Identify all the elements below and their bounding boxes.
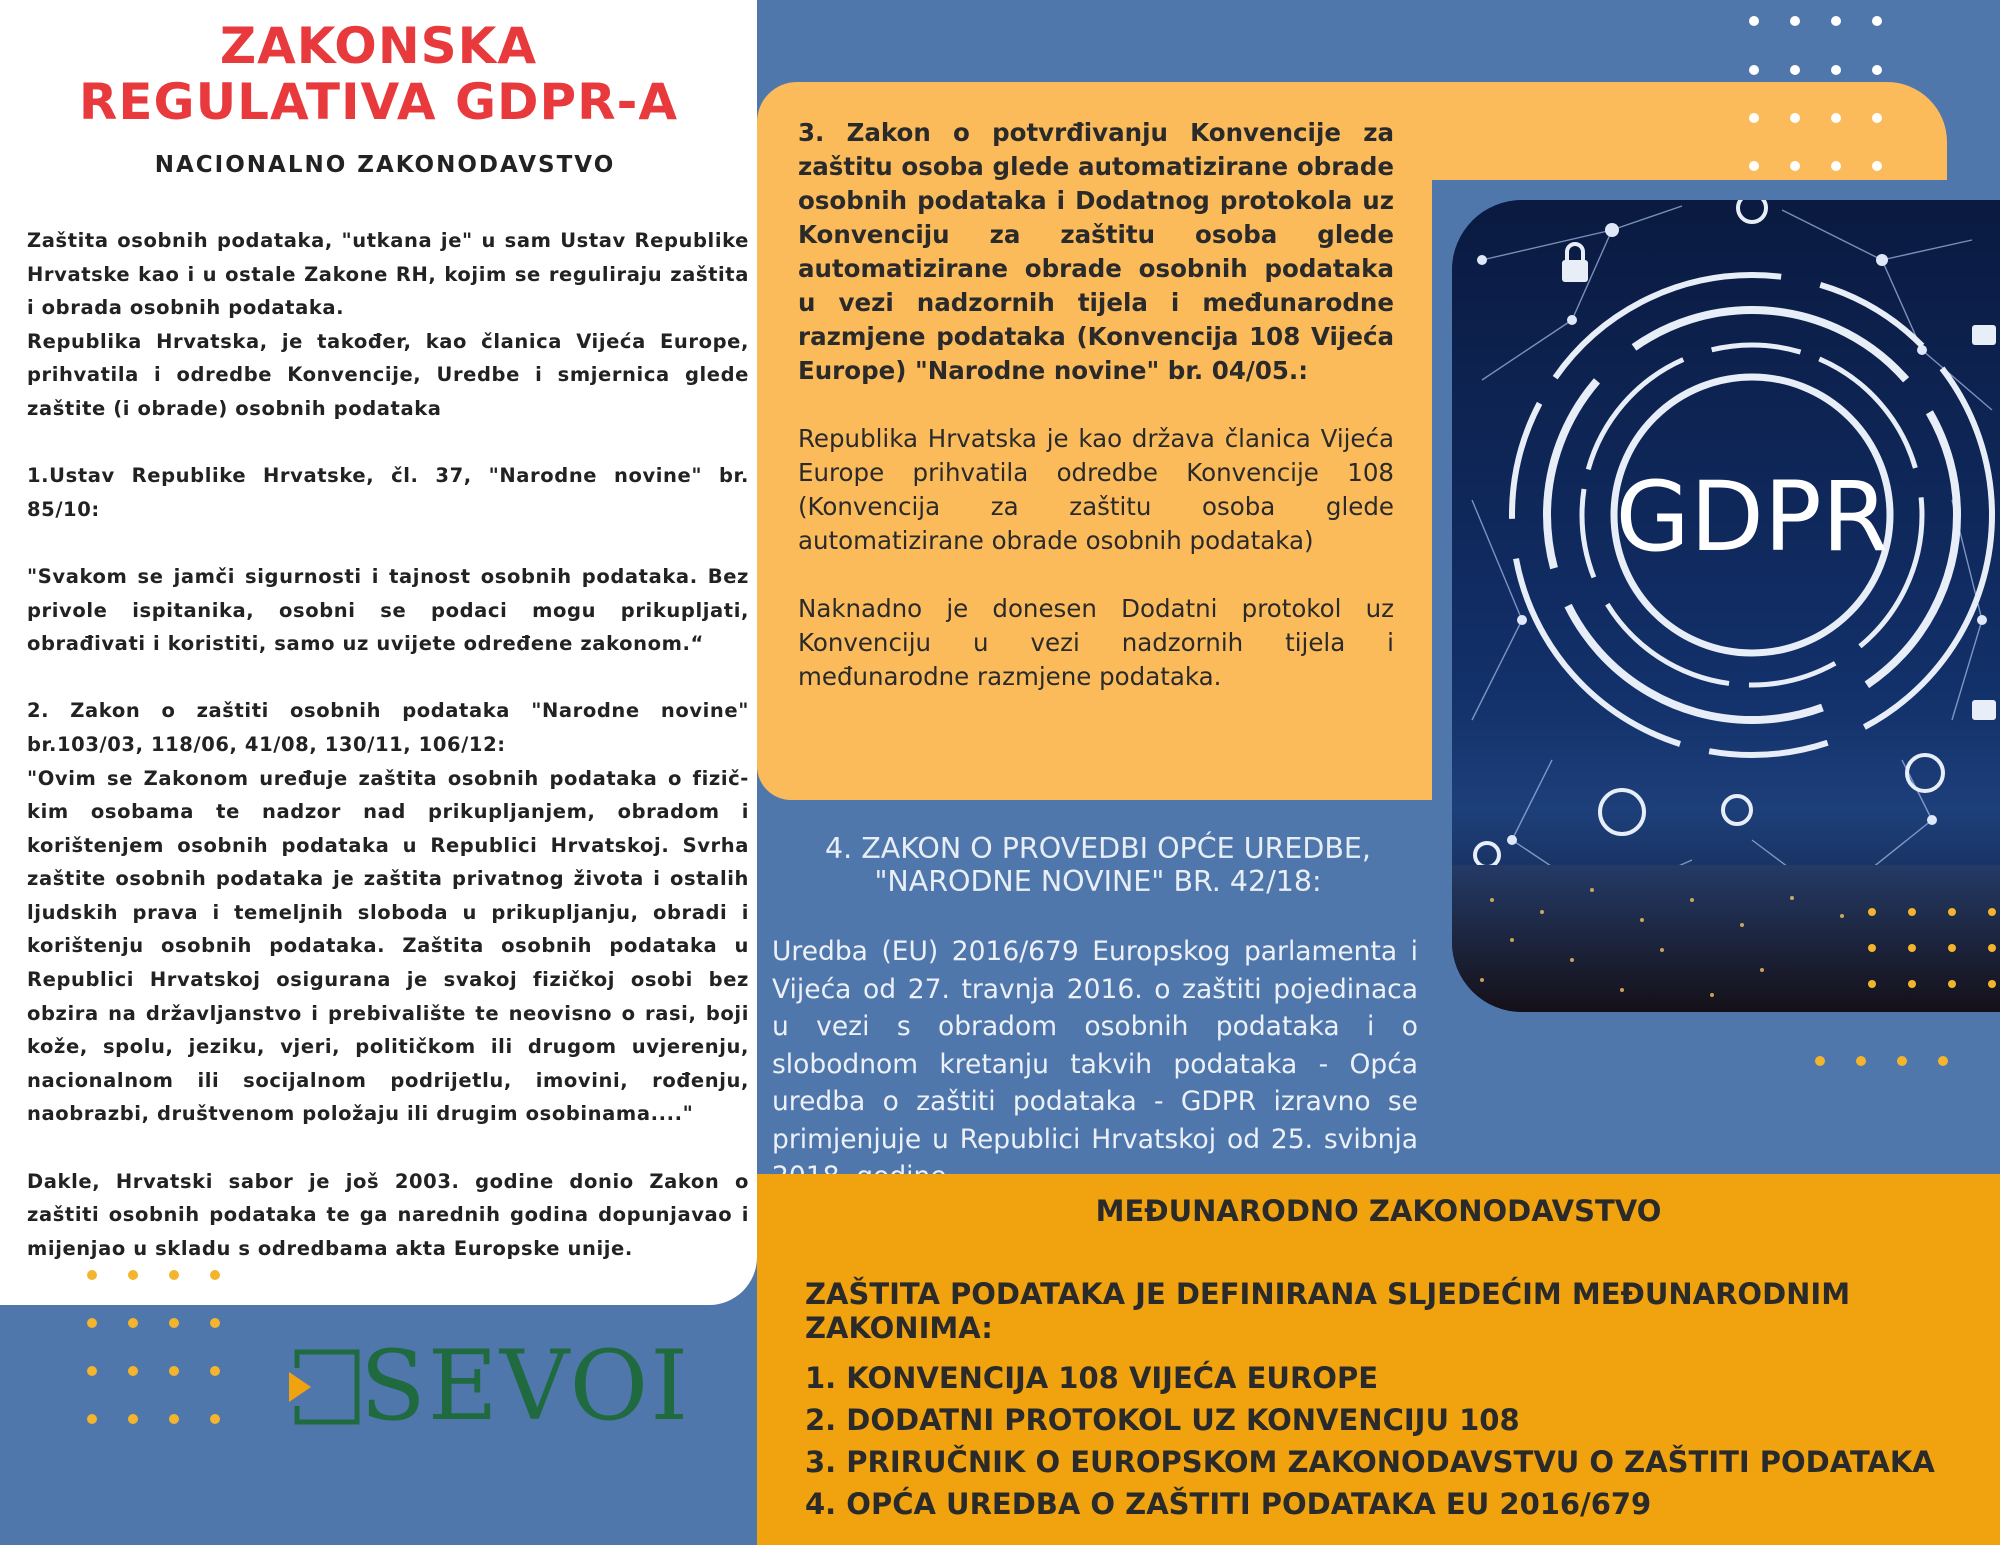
international-heading: MEĐUNARODNO ZAKONODAVSTVO [1095,1194,1662,1228]
international-subheading: ZAŠTITA PODATAKA JE DEFINIRANA SLJEDEĆIM MEĐUNARODNIM ZAKONIMA: [805,1277,1851,1345]
gdpr-label: GDPR [1615,461,1889,573]
list-item: 1. KONVENCIJA 108 VIJEĆA EUROPE [805,1361,1379,1395]
section4-heading-line1: 4. ZAKON O PROVEDBI OPĆE UREDBE, [825,832,1371,865]
title-line-1: ZAKONSKA [219,17,538,75]
title-line-2: REGULATIVA GDPR-A [78,73,679,131]
gdpr-image [1452,200,2000,1012]
section3-block [798,116,1394,710]
list-item: 3. PRIRUČNIK O EUROPSKOM ZAKONODAVSTVU O ZAŠTITI PODATAKA [805,1445,1935,1479]
section3-heading: 3. Zakon o potvrđivanju Konvencije za zaštitu osoba glede automatizirane obrade osobnih podataka i Dodatnog protokola uz Konvenciju za zaštitu osoba glede automatizirane obrade osobnih podataka u vezi nadzornih tijela i međunarodne razmjene podataka (Konvencija 108 Vijeća Europe) "Narodne novine" br. 04/05.: [798,118,1394,385]
page-title [0,18,757,130]
section4-heading [757,832,1439,898]
section3-para2: Naknadno je donesen Dodatni protokol uz Konvenciju u vezi nadzornih tijela i međunarodne razmjene podataka. [798,594,1394,691]
logo-text: SEVOI [360,1330,691,1442]
section4-heading-line2: "NARODNE NOVINE" BR. 42/18: [874,865,1322,898]
gdpr-illustration [1452,200,2000,1012]
list-item: 4. OPĆA UREDBA O ZAŠTITI PODATAKA EU 2016/679 [805,1487,1652,1521]
list-item: 2. DODATNI PROTOKOL UZ KONVENCIJU 108 [805,1403,1520,1437]
section4-body: Uredba (EU) 2016/679 Europskog parlamenta i Vijeća od 27. travnja 2016. o zaštiti pojedinaca u vezi s obradom osobnih podataka i o slobodnom kretanju takvih podataka - Opća uredba o zaštiti podataka - GDPR izravno se primjenjuje u Republici Hrvatskoj od 25. svibnja [772,936,1418,1155]
international-list [805,1357,1995,1525]
section3-para1: Republika Hrvatska je kao država članica Vijeća Europe prihvatila odredbe Konvencije 108 (Konvencija za zaštitu osoba glede automatizirane obrade osobnih podataka) [798,424,1394,555]
left-body-text: Zaštita osobnih podataka, "utkana je" u sam Ustav Republike Hrvatske kao i u ostale Zakone RH, kojim se reguliraju zaštita i obrada osobnih podataka. Republika Hrvatska, je također, kao članica Vijeća Europe, prihvatila i odredbe Konvencije, Uredbe i smjernica glede zaštite (i obrade) osobnih podataka 1.Ustav Republike Hrvatske, čl. 37, "Narodne novine" br. 85/10: "Svakom se jamči sigurnosti i tajnost osobnih podataka. Bez privole ispitanika, osobni se podaci mogu prikupljati, obrađivati i koristiti, samo uz uvijete određene zakonom.“ 2. Zakon o zaštiti osobnih podataka "Narodne novine" br.103/03, 118/06, 41/08, 130/11, 106/12: "Ovim se Zakonom uređuje zaštita osobnih podataka o fizič-kim osobama te nadzor nad prikupljanjem, obradom i korištenjem osobnih podataka u Republici Hrvatskoj. Svrha zaštite osobnih podataka je zaštita privatnog života i ostalih ljudskih prava i temeljnih sloboda u prikupljanju, obradi i korištenju osobnih podataka. Zaštita osobnih podataka u Republici Hrvatskoj osigurana je svakoj fizičkoj osobi bez obzira na državljanstvo i prebivalište te neovisno o rasi, boji kože, spolu, jeziku, vjeri, političkom ili drugom uvjerenju, nacionalnom ili socijalnom podrijetlu, imovini, rođenju, naobrazbi, društvenom položaju ili drugim osobinama...." Dakle, Hrvatski sabor je još 2003. godine donio Zakon o zaštiti osobnih podataka te ga narednih godina dopunjavao i mijenjao u skladu s odredbama akta Europske unije. [27,229,749,1260]
section-subtitle: NACIONALNO ZAKONODAVSTVO [154,152,616,178]
